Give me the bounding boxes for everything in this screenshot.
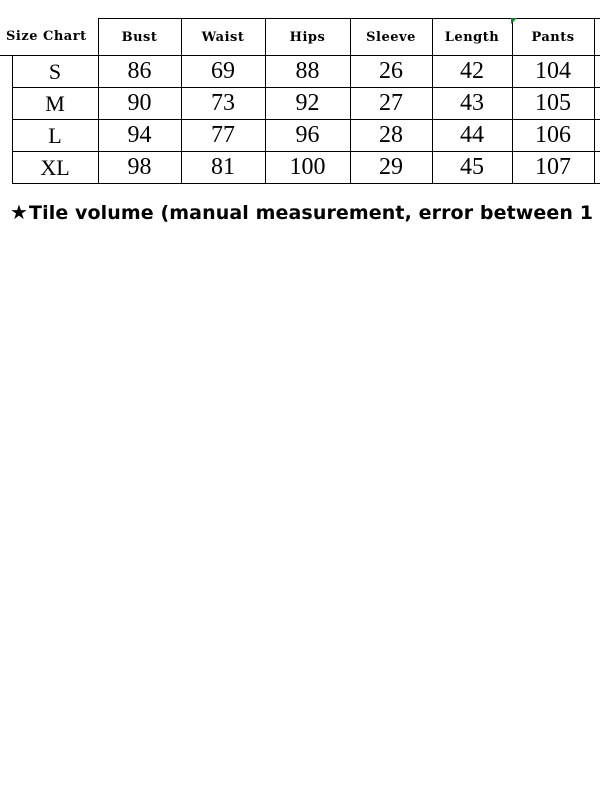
- size-label: XL: [12, 152, 98, 184]
- measurement-note: [10, 200, 600, 224]
- table-row: [0, 88, 600, 120]
- size-label: M: [12, 88, 98, 120]
- header-pants: Pants: [512, 19, 594, 56]
- table-row: [0, 120, 600, 152]
- row-tail: [594, 152, 600, 184]
- pants-value: 105: [512, 88, 594, 120]
- waist-value: 69: [181, 56, 265, 88]
- bust-value: 94: [98, 120, 181, 152]
- header-hips: Hips: [265, 19, 350, 56]
- row-tail: [594, 56, 600, 88]
- length-value: 44: [432, 120, 512, 152]
- table-row: [0, 152, 600, 184]
- bust-value: 98: [98, 152, 181, 184]
- header-tail: [594, 19, 600, 56]
- row-gutter: [0, 56, 12, 88]
- size-chart-table: [0, 18, 600, 184]
- size-chart-header-row: [0, 19, 600, 56]
- hips-value: 100: [265, 152, 350, 184]
- waist-value: 81: [181, 152, 265, 184]
- sleeve-value: 29: [350, 152, 432, 184]
- sleeve-value: 27: [350, 88, 432, 120]
- pants-value: 106: [512, 120, 594, 152]
- sleeve-value: 28: [350, 120, 432, 152]
- pants-value: 104: [512, 56, 594, 88]
- waist-value: 77: [181, 120, 265, 152]
- table-row: [0, 56, 600, 88]
- row-tail: [594, 120, 600, 152]
- bust-value: 86: [98, 56, 181, 88]
- size-label: L: [12, 120, 98, 152]
- hips-value: 96: [265, 120, 350, 152]
- hips-value: 92: [265, 88, 350, 120]
- header-size-chart: Size Chart: [0, 19, 98, 56]
- size-label: S: [12, 56, 98, 88]
- hips-value: 88: [265, 56, 350, 88]
- header-waist: Waist: [181, 19, 265, 56]
- header-bust: Bust: [98, 19, 181, 56]
- pants-value: 107: [512, 152, 594, 184]
- waist-value: 73: [181, 88, 265, 120]
- star-icon: ★: [10, 200, 29, 224]
- cell-comment-marker: [511, 18, 517, 24]
- header-sleeve: Sleeve: [350, 19, 432, 56]
- row-gutter: [0, 88, 12, 120]
- measurement-note-text: Tile volume (manual measurement, error between 1: [29, 202, 594, 224]
- row-tail: [594, 88, 600, 120]
- length-value: 43: [432, 88, 512, 120]
- length-value: 45: [432, 152, 512, 184]
- row-gutter: [0, 120, 12, 152]
- header-length: Length: [432, 19, 512, 56]
- length-value: 42: [432, 56, 512, 88]
- sleeve-value: 26: [350, 56, 432, 88]
- bust-value: 90: [98, 88, 181, 120]
- row-gutter: [0, 152, 12, 184]
